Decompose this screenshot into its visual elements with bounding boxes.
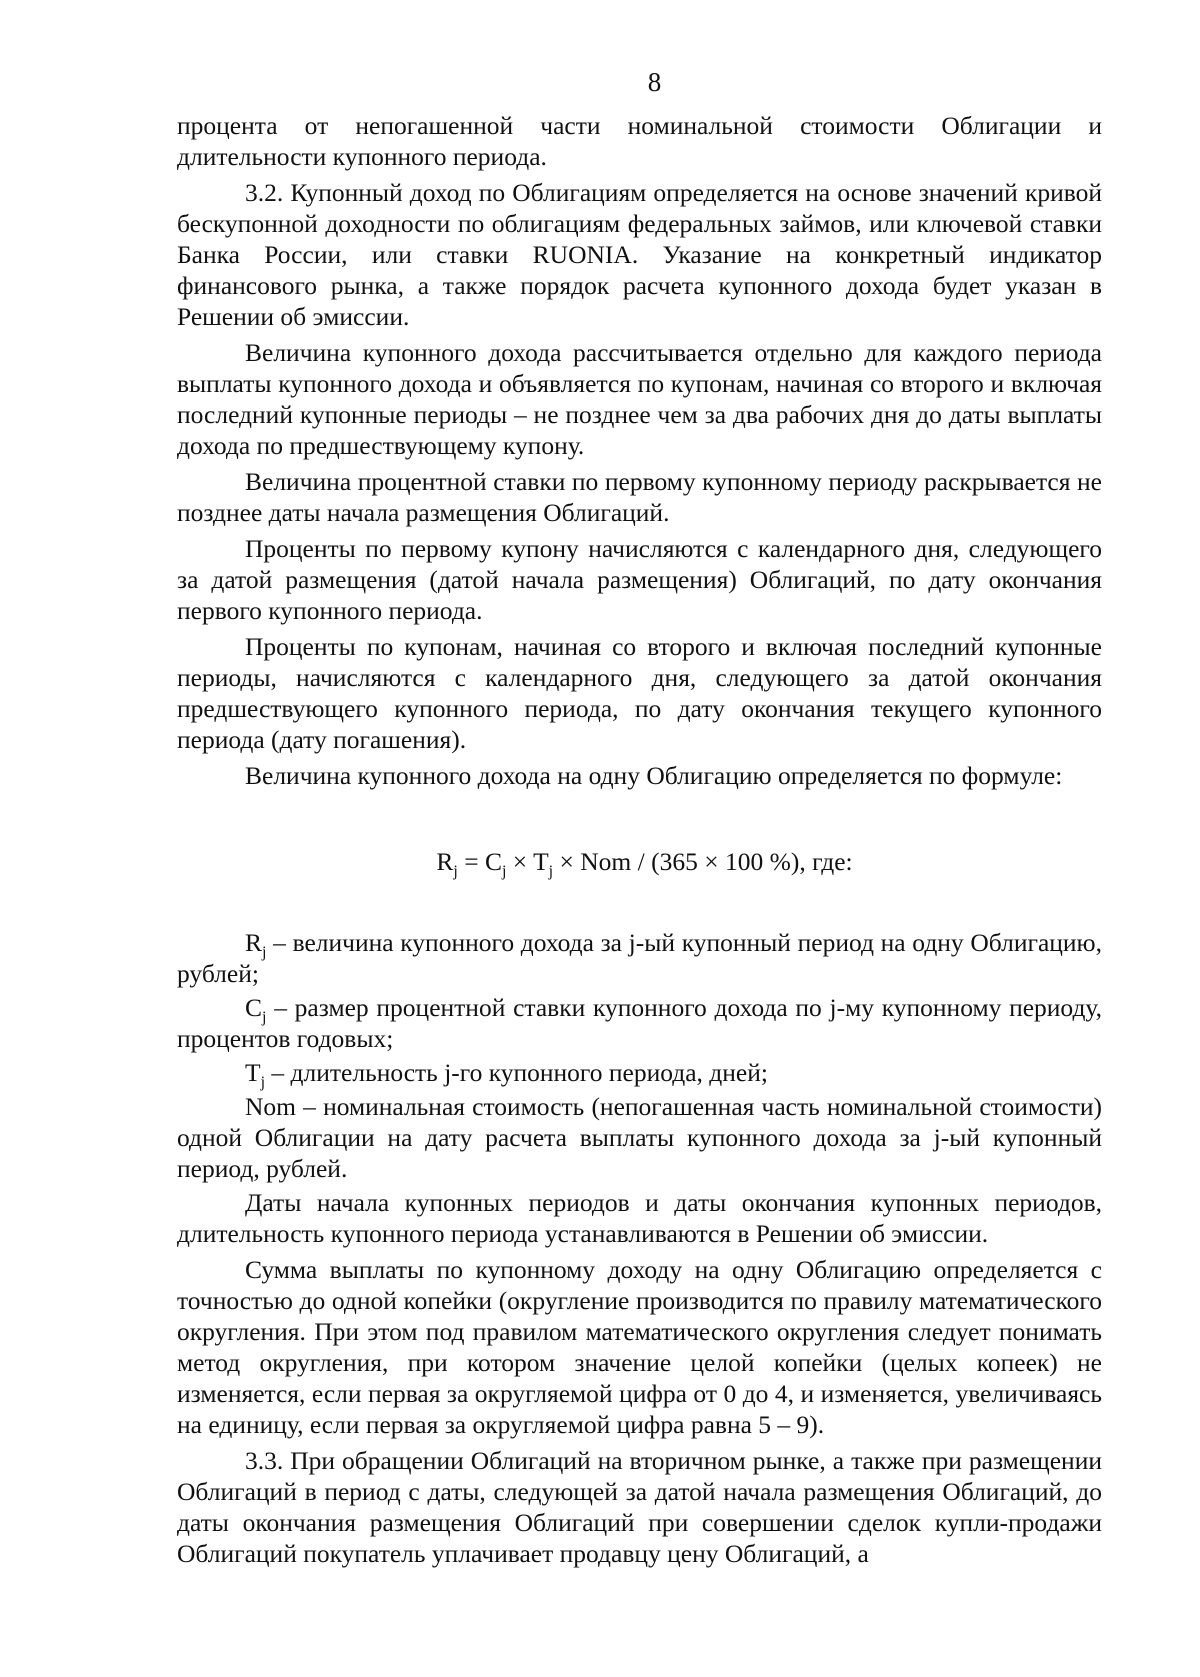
definition-text: – величина купонного дохода за j-ый купонный период на одну Облигацию, рублей; [177, 928, 1102, 988]
formula-t: T [533, 847, 549, 876]
formula-r-subscript: j [453, 863, 458, 881]
formula-c-subscript: j [501, 863, 507, 881]
paragraph: Проценты по купонам, начиная со второго и включая последний купонные периоды, начисляются с календарного дня, следующего за датой окончания предшествующего купонного периода, по дату окончания текущего купонного периода (дату погашения). [177, 632, 1102, 754]
paragraph: процента от непогашенной части номинальной стоимости Облигации и длительности купонного периода. [177, 111, 1102, 171]
formula-c: C [484, 847, 502, 876]
definition-text: – размер процентной ставки купонного дохода по j-му купонному периоду, процентов годовых; [177, 993, 1102, 1053]
definition-symbol: C [245, 993, 263, 1022]
coupon-formula: $R_j = C_j \times T_j$ × Nom / (365 × 100 %), где: [436, 847, 853, 881]
formula-r: R [436, 847, 454, 876]
paragraph-rounding: Сумма выплаты по купонному доходу на одну Облигацию определяется с точностью до одной копейки (округление производится по правилу математического округления. При этом под правилом математического округления следует понимать метод округления, при котором значение целой копейки (целых копеек) не изменяется, если первая за округляемой цифра от 0 до 4, и изменяется, увеличиваясь на единицу, если первая за округляемой цифра равна 5 – 9). [177, 1255, 1102, 1439]
body-text-after [177, 1187, 1102, 1569]
formula-rest: × Nom / (365 × 100 %), где: [553, 847, 853, 876]
definition-subscript: j [262, 1009, 267, 1027]
paragraph: Даты начала купонных периодов и даты окончания купонных периодов, длительность купонного периода устанавливаются в Решении об эмиссии. [177, 1188, 1102, 1248]
paragraph: Величина процентной ставки по первому купонному периоду раскрывается не позднее даты начала размещения Облигаций. [177, 467, 1102, 527]
formula-t-subscript: j [548, 863, 554, 881]
definition-symbol: Nom [245, 1092, 296, 1121]
paragraph: Величина купонного дохода рассчитывается отдельно для каждого периода выплаты купонного дохода и объявляется по купонам, начиная со второго и включая последний купонные периоды – не позднее чем за два рабочих дня до даты выплаты дохода по предшествующему купону. [177, 338, 1102, 460]
definition-r [177, 927, 1102, 989]
definition-symbol: T [245, 1058, 261, 1087]
definition-subscript: j [262, 944, 267, 962]
formula-definitions [177, 927, 1102, 1184]
paragraph-section-3-2: 3.2. Купонный доход по Облигациям определяется на основе значений кривой бескупонной доходности по облигациям федеральных займов, или ключевой ставки Банка России, или ставки RUONIA. Указание на конкретный индикатор финансового рынка, а также порядок расчета купонного дохода будет указан в Решении об эмиссии. [177, 178, 1102, 331]
paragraph: Проценты по первому купону начисляются с календарного дня, следующего за датой размещения (датой начала размещения) Облигаций, по дату окончания первого купонного периода. [177, 534, 1102, 625]
definition-text: – длительность j-го купонного периода, дней; [265, 1058, 768, 1087]
definition-t [177, 1057, 1102, 1092]
body-text-before [177, 110, 1102, 791]
paragraph-section-3-3: 3.3. При обращении Облигаций на вторичном рынке, а также при размещении Облигаций в период с даты, следующей за датой начала размещения Облигаций, до даты окончания размещения Облигаций при совершении сделок купли-продажи Облигаций покупатель уплачивает продавцу цену Облигаций, а [177, 1446, 1102, 1568]
paragraph-formula-intro: Величина купонного дохода на одну Облигацию определяется по формуле: [245, 761, 1063, 790]
definition-text: – номинальная стоимость (непогашенная часть номинальной стоимости) одной Облигации на дату расчета выплаты купонного дохода за j-ый купонный период, рублей. [177, 1092, 1102, 1183]
definition-nom [177, 1091, 1102, 1184]
definition-c [177, 992, 1102, 1054]
definition-symbol: R [245, 928, 263, 957]
definition-subscript: j [260, 1074, 266, 1092]
page-number: 8 [647, 67, 662, 97]
